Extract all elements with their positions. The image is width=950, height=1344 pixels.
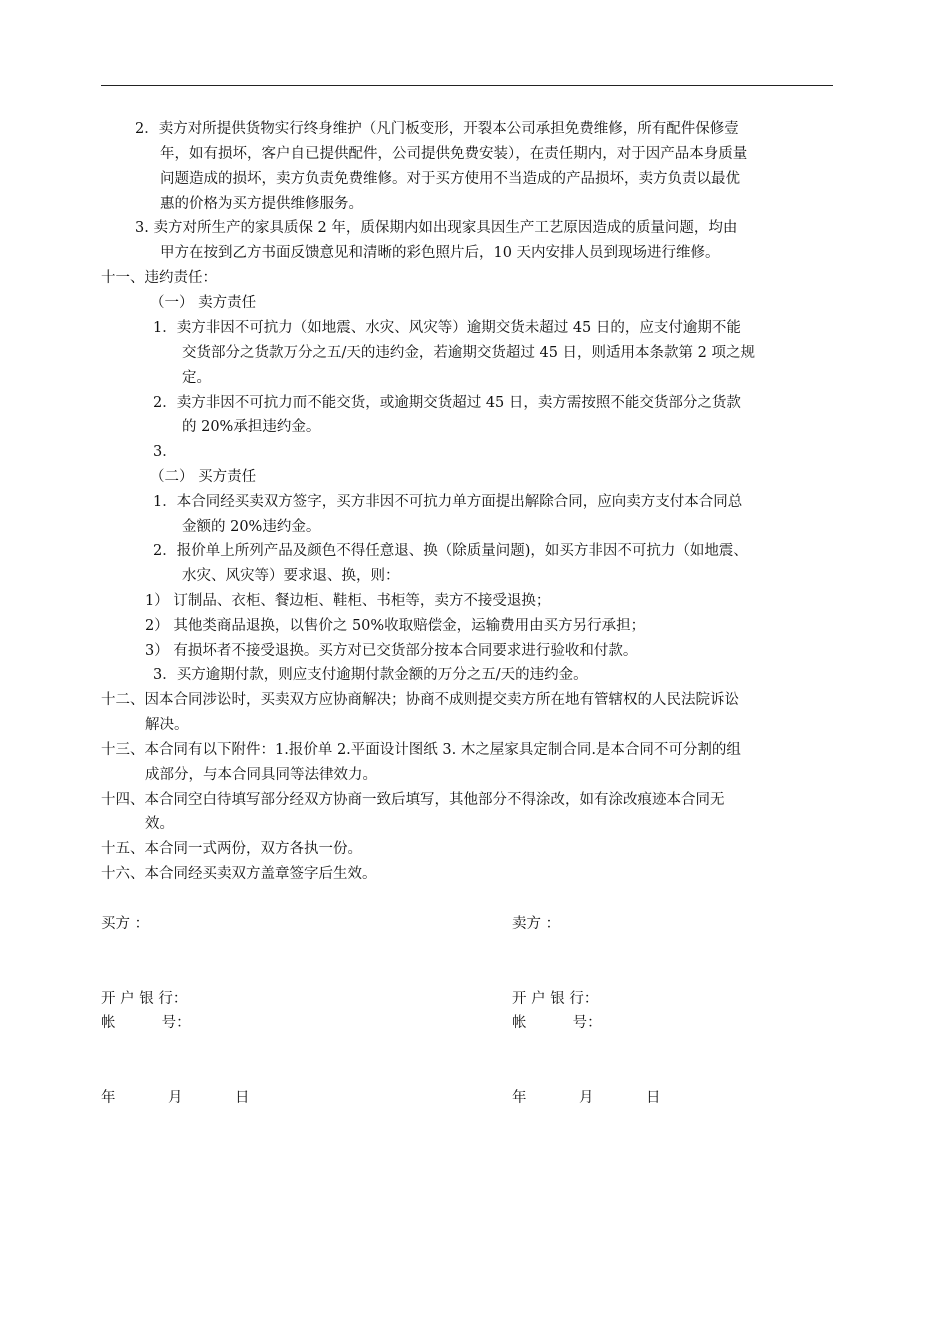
warranty-item2-line4: 惠的价格为买方提供维修服务。 (160, 196, 363, 212)
section14-line1: 十四、本合同空白待填写部分经双方协商一致后填写，其他部分不得涂改，如有涂改痕迹本合同无 (101, 792, 725, 808)
warranty-item2-line3: 问题造成的损坏，卖方负责免费维修。对于买方使用不当造成的产品损坏，卖方负责以最优 (160, 171, 740, 187)
seller-date-month: 月 (579, 1090, 594, 1106)
buyer-date-year: 年 (101, 1090, 116, 1106)
seller-date-year: 年 (512, 1090, 527, 1106)
seller-item3: 3． (153, 444, 177, 460)
warranty-item3-line2: 甲方在按到乙方书面反馈意见和清晰的彩色照片后，10 天内安排人员到现场进行维修。 (160, 245, 720, 261)
buyer-label: 买方 ： (101, 916, 150, 932)
buyer-item3: 3．买方逾期付款，则应支付逾期付款金额的万分之五/天的违约金。 (153, 667, 588, 683)
warranty-item3-line1: 3. 卖方对所生产的家具质保 2 年，质保期内如出现家具因生产工艺原因造成的质量问题，均由 (135, 220, 738, 236)
buyer-item2-line2: 水灾、风灾等）要求退、换，则： (182, 568, 400, 584)
section15: 十五、本合同一式两份，双方各执一份。 (101, 841, 362, 857)
section14-line2: 效。 (145, 816, 174, 832)
seller-item1-line3: 定。 (182, 370, 211, 386)
section13-line2: 成部分，与本合同具同等法律效力。 (145, 767, 377, 783)
section13-line1: 十三、本合同有以下附件：1.报价单 2.平面设计图纸 3. 木之屋家具定制合同.是本合同不可分割的组 (101, 742, 741, 758)
buyer-item2-line1: 2．报价单上所列产品及颜色不得任意退、换（除质量问题)，如买方非因不可抗力（如地震、 (153, 543, 748, 559)
section12-line2: 解决。 (145, 717, 189, 733)
buyer-date-month: 月 (168, 1090, 183, 1106)
seller-liability-heading: （一） 卖方责任 (150, 295, 257, 311)
buyer-date-day: 日 (235, 1090, 250, 1106)
seller-item1-line1: 1．卖方非因不可抗力（如地震、水灾、风灾等）逾期交货未超过 45 日的，应支付逾期不能 (153, 320, 741, 336)
section11-title: 十一、违约责任： (101, 270, 217, 286)
section16: 十六、本合同经买卖双方盖章签字后生效。 (101, 866, 377, 882)
buyer-account-label: 帐 号： (101, 1015, 191, 1031)
buyer-bank-label: 开 户 银 行： (101, 991, 188, 1007)
buyer-subitem2: 2） 其他类商品退换，以售价之 50%收取赔偿金，运输费用由买方另行承担； (145, 618, 646, 634)
seller-item1-line2: 交货部分之货款万分之五/天的违约金，若逾期交货超过 45 日，则适用本条款第 2 项之规 (182, 345, 755, 361)
seller-item2-line2: 的 20%承担违约金。 (182, 419, 321, 435)
seller-bank-label: 开 户 银 行： (512, 991, 599, 1007)
seller-date-day: 日 (646, 1090, 661, 1106)
seller-label: 卖方 ： (512, 916, 561, 932)
buyer-liability-heading: （二） 买方责任 (150, 469, 257, 485)
seller-account-label: 帐 号： (512, 1015, 602, 1031)
buyer-subitem3: 3） 有损坏者不接受退换。买方对已交货部分按本合同要求进行验收和付款。 (145, 643, 638, 659)
buyer-item1-line2: 金额的 20%违约金。 (182, 519, 321, 535)
warranty-item2-line2: 年，如有损坏，客户自已提供配件，公司提供免费安装），在责任期内，对于因产品本身质量 (160, 146, 748, 162)
header-rule (101, 85, 833, 86)
buyer-item1-line1: 1．本合同经买卖双方签字，买方非因不可抗力单方面提出解除合同，应向卖方支付本合同总 (153, 494, 743, 510)
warranty-item2-line1: 2．卖方对所提供货物实行终身维护（凡门板变形，开裂本公司承担免费维修，所有配件保修壹 (135, 121, 739, 137)
seller-item2-line1: 2．卖方非因不可抗力而不能交货，或逾期交货超过 45 日，卖方需按照不能交货部分之货款 (153, 395, 741, 411)
section12-line1: 十二、因本合同涉讼时，买卖双方应协商解决；协商不成则提交卖方所在地有管辖权的人民法院诉讼 (101, 692, 739, 708)
buyer-subitem1: 1） 订制品、衣柜、餐边柜、鞋柜、书柜等，卖方不接受退换； (145, 593, 551, 609)
